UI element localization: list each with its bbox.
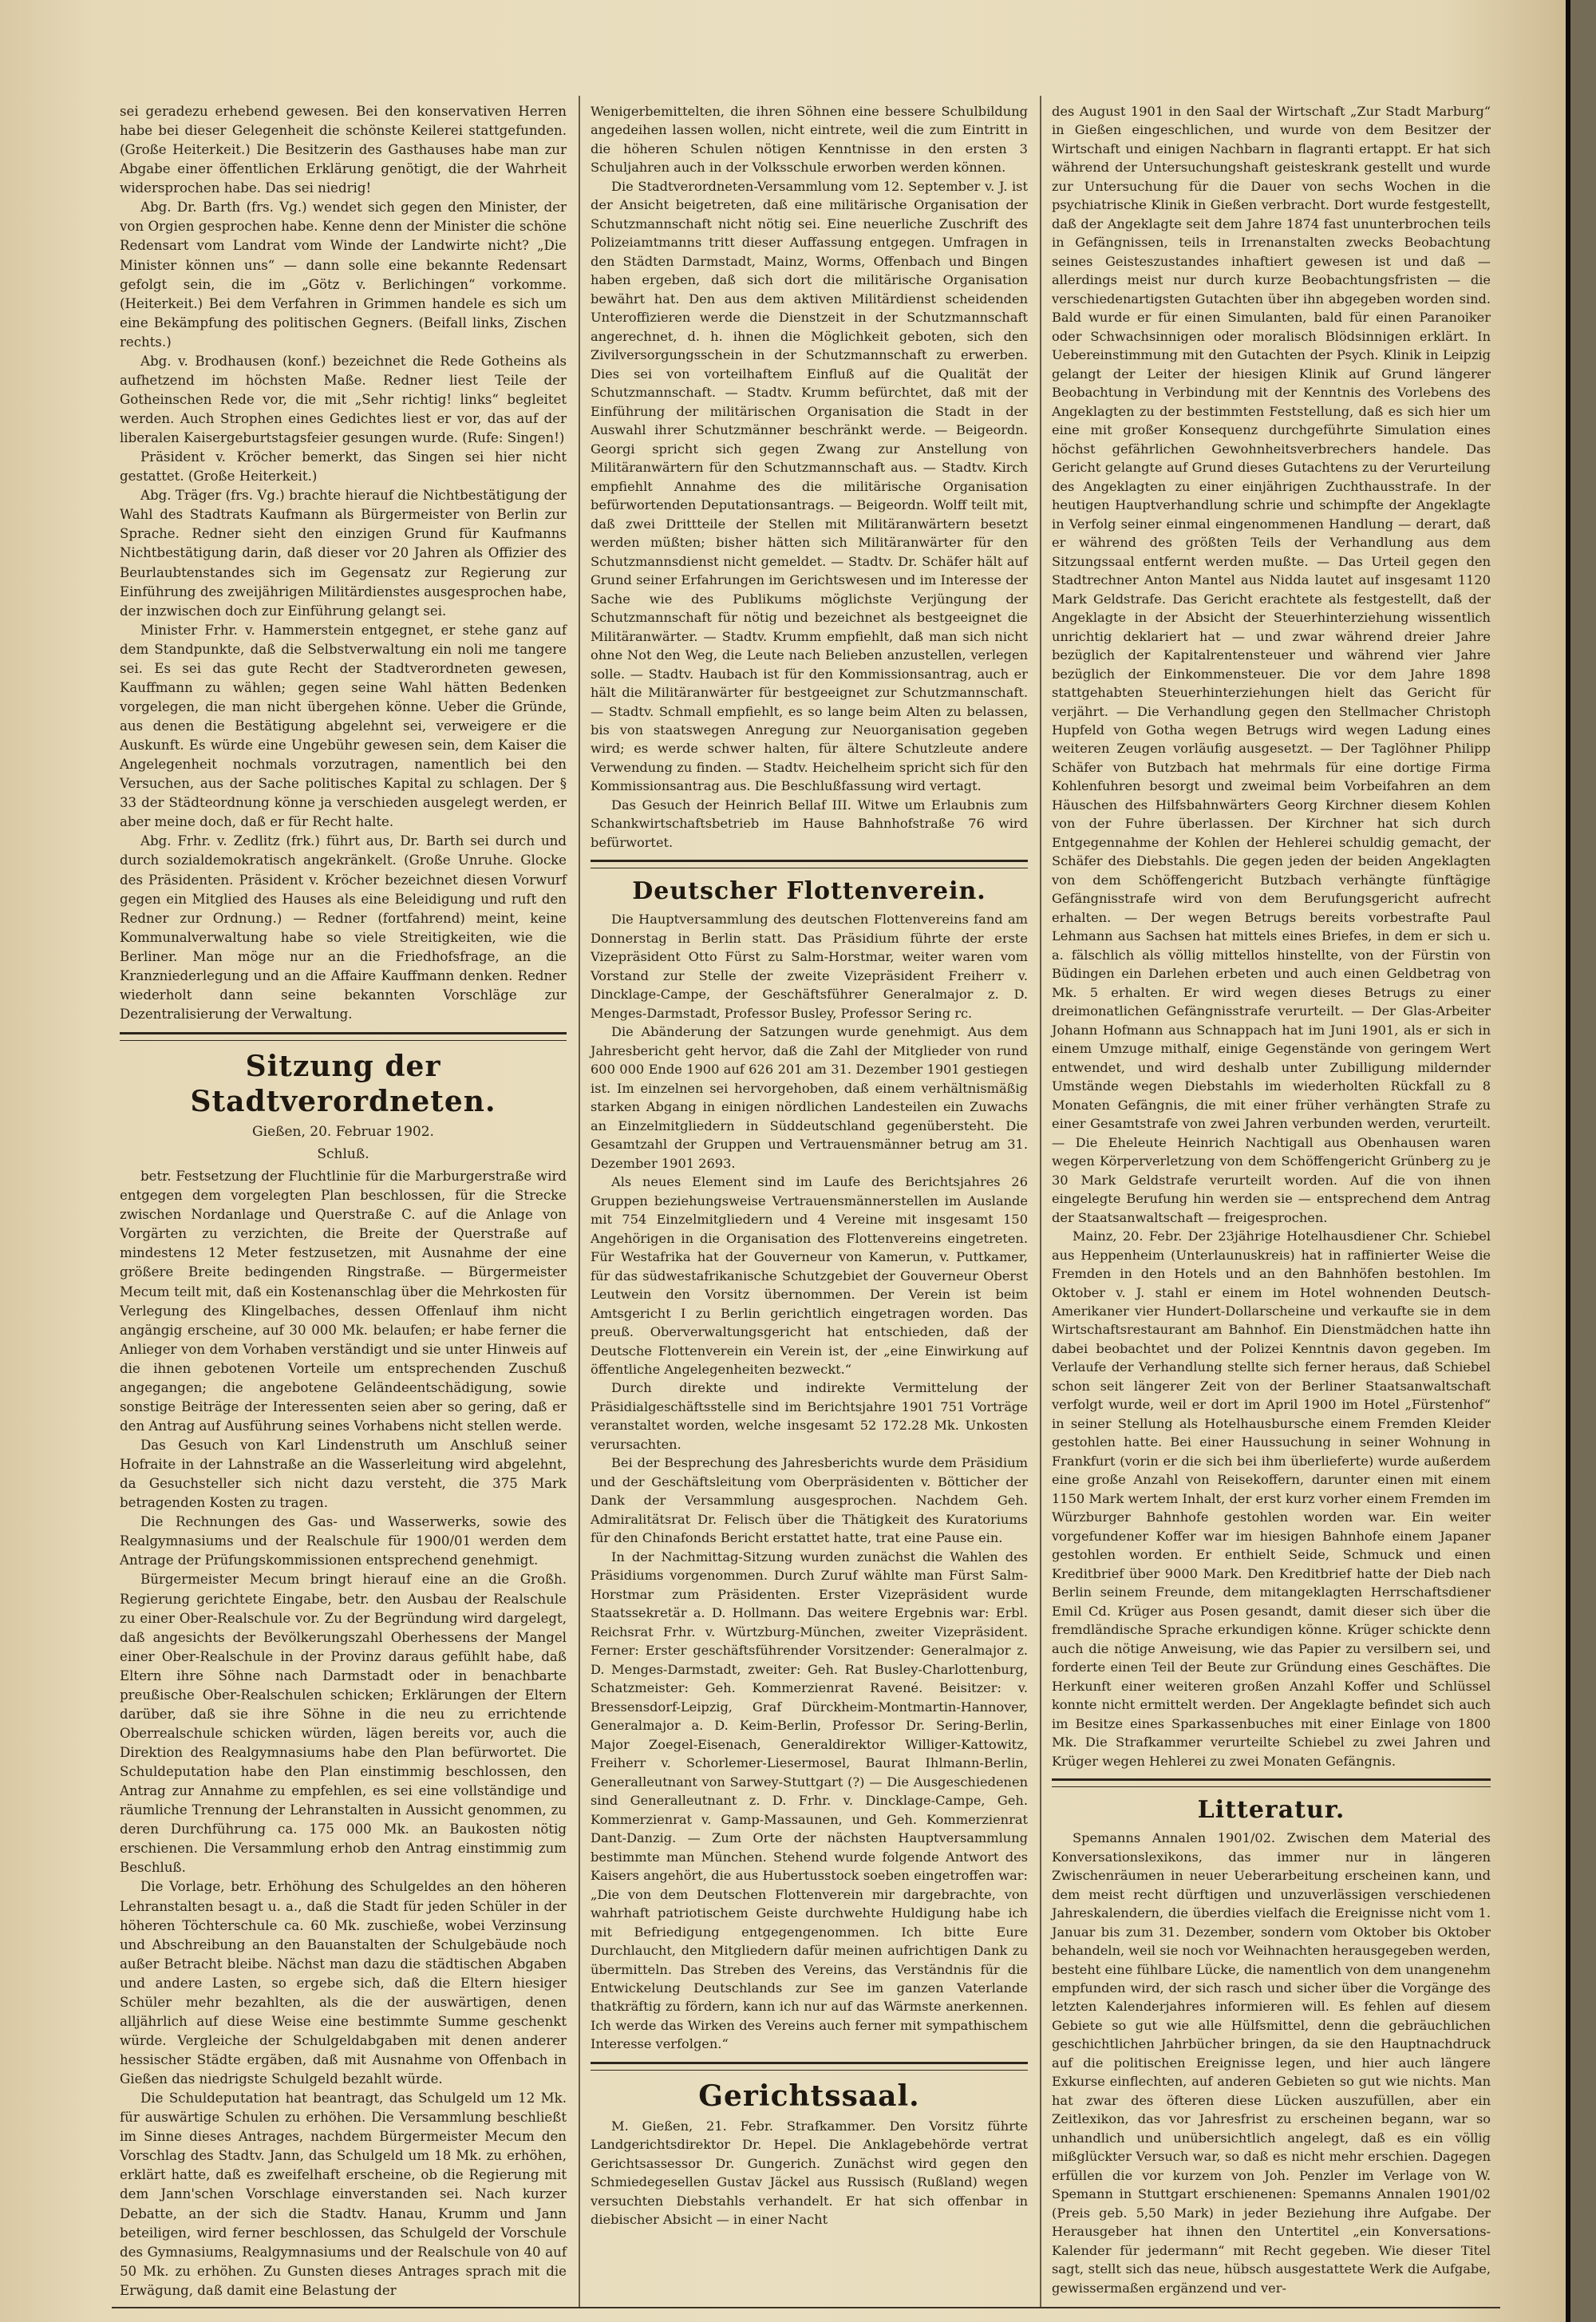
paragraph: Mainz, 20. Febr. Der 23jährige Hotelhausdiener Chr. Schiebel aus Heppenheim (Unterlaunuskreis) hat in raffinierter Weise die Fremden in den Hotels und an den Bahnhöfen bestohlen. Im Oktober v. J. stahl er einem im Hotel wohnenden Deutsch-Amerikaner vier Hundert-Dollarscheine und verkaufte sie in dem Wirtschaftsrestaurant am Bahnhof. Ein Dienstmädchen hatte ihn dabei beobachtet und der Polizei Kenntnis davon gegeben. Im Verlaufe der Verhandlung stellte sich ferner heraus, daß Schiebel schon seit längerer Zeit von der Berliner Staatsanwaltschaft verfolgt wurde, weil er dort im April 1900 im Hotel „Fürstenhof“ in seiner Stellung als Hotelhausbursche einem Fremden Kleider gestohlen hatte. Bei einer Haussuchung in seiner Wohnung in Frankfurt (vorin er die sich bei ihm überlieferte) wurde außerdem eine große Anzahl von Reisekoffern, darunter einen mit einem 1150 Mark wertem Inhalt, der erst kurz vorher einem Fremden im Würzburger Bahnhofe gestohlen worden war. Ein weiter vorgefundener Koffer war im hiesigen Bahnhofe einem Japaner gestohlen worden. Er enthielt Seide, Schmuck und einen Kreditbrief über 9000 Mark. Den Kreditbrief hatte der Dieb nach Berlin seinem Freunde, dem mitangeklagten Herrschaftsdiener Emil Cd. Krüger aus Posen gesandt, damit dieser sich über die fremdländische Sprache erkundigen könne. Krüger schickte denn auch die nötige Anweisung, wie das Papier zu versilbern sei, und forderte einen Teil der Beute zur Gründung eines Geschäftes. Die Herkunft einer weiteren großen Anzahl Koffer und Schlüssel konnte nicht ermittelt werden. Der Angeklagte befindet sich auch im Besitze eines Sparkassenbuches mit einer Einlage von 1800 Mk. Die Strafkammer verurteilte Schiebel zu zwei Jahren und Krüger wegen Hehlerei zu zwei Monaten Gefängnis. xyxy=(1052,1228,1491,1769)
paragraph: Die Abänderung der Satzungen wurde genehmigt. Aus dem Jahresbericht geht hervor, daß die Zahl der Mitglieder von rund 600 000 Ende 1900 auf 626 201 am 31. Dezember 1901 gestiegen ist. Im einzelnen sei hervorgehoben, daß einem verhältnismäßig starken Abgang in einigen nördlichen Landesteilen ein Zuwachs an Einzelmitgliedern in Süddeutschland gegenübersteht. Die Gesamtzahl der Gruppen und Vertrauensmänner betrug am 31. Dezember 1901 2693. xyxy=(591,1024,1028,1171)
paragraph: Abg. Frhr. v. Zedlitz (frk.) führt aus, Dr. Barth sei durch und durch sozialdemokratisch angekränkelt. (Große Unruhe. Glocke des Präsidenten. Präsident v. Kröcher bezeichnet diesen Vorwurf gegen ein Mitglied des Hauses als eine Beleidigung und ruft den Redner zur Ordnung.) — Redner (fortfahrend) meint, keine Kommunalverwaltung habe so viele Streitigkeiten, wie die Berliner. Man möge nur an die Friedhofsfrage, an die Kranzniederlegung und an die Affaire Kauffmann denken. Redner wiederholt dann seine bekannten Vorschläge zur Dezentralisierung der Verwaltung. xyxy=(120,833,567,1022)
adjacent-page-edge xyxy=(1570,0,1596,2322)
paragraph: Die Vorlage, betr. Erhöhung des Schulgeldes an den höheren Lehranstalten besagt u. a., daß die Stadt für jeden Schüler in der höheren Töchterschule ca. 60 Mk. zuschieße, wobei Verzinsung und Abschreibung an den Bauanstalten der Schulgebäude noch außer Betracht bleibe. Nächst man dazu die städtischen Abgaben und andere Lasten, so ergebe sich, daß die Eltern hiesiger Schüler mehr bezahlten, als die der auswärtigen, denen alljährlich auf diese Weise eine bestimmte Summe geschenkt würde. Vergleiche der Schulgeldabgaben mit denen anderer hessischer Städte ergäben, daß mit Ausnahme von Offenbach in Gießen das niedrigste Schulgeld bezahlt würde. xyxy=(120,1879,567,2087)
column-rule xyxy=(579,96,580,2307)
column-left xyxy=(120,102,567,2300)
paragraph: Die Stadtverordneten-Versammlung vom 12. September v. J. ist der Ansicht beigetreten, daß eine militärische Organisation der Schutzmannschaft nicht nötig sei. Eine neuerliche Zuschrift des Polizeiamtmanns tritt dieser Auffassung entgegen. Umfragen in den Städten Darmstadt, Mainz, Worms, Offenbach und Bingen haben ergeben, daß sich dort die militärische Organisation bewährt hat. Den aus dem aktiven Militärdienst scheidenden Unteroffizieren werde die Dienstzeit in der Schutzmannschaft angerechnet, d. h. ihnen die Möglichkeit geboten, sich den Zivilversorgungsschein in der Schutzmannschaft zu erwerben. Dies sei von vorteilhaftem Einfluß auf die Qualität der Schutzmannschaft. — Stadtv. Krumm befürchtet, daß mit der Einführung der militärischen Organisation die Stadt in der Auswahl ihrer Schutzmänner beschränkt werde. — Beigeordn. Georgi spricht sich gegen Zwang zur Anstellung von Militäranwärtern für den Schutzmannschaft aus. — Stadtv. Kirch empfiehlt Annahme des die militärische Organisation befürwortenden Deputationsantrags. — Beigeordn. Wolff teilt mit, daß zwei Drittteile der Stellen mit Militäranwärtern besetzt werden müßten; bisher hätten sich Militäranwärter für den Schutzmannsdienst nicht gemeldet. — Stadtv. Dr. Schäfer hält auf Grund seiner Erfahrungen im Gerichtswesen und im Interesse der Sache wie des Publikums möglichste Verjüngung der Schutzmannschaft für nötig und bezeichnet als bestgeeignet die Militäranwärter. — Stadtv. Krumm empfiehlt, daß man sich nicht ohne Not den Weg, die Leute nach Belieben anzustellen, verlegen solle. — Stadtv. Haubach ist für den Kommissionsantrag, auch er hält die Militäranwärter für bestgeeignet zur Schutzmannschaft. — Stadtv. Schmall empfiehlt, es so lange beim Alten zu belassen, bis von staatswegen Anregung zur Neuorganisation gegeben wird; es werde schwer halten, für ältere Schutzleute andere Verwendung zu finden. — Stadtv. Heichelheim spricht sich für den Kommissionsantrag aus. Die Beschlußfassung wird vertagt. xyxy=(591,178,1028,794)
paragraph: Bei der Besprechung des Jahresberichts wurde dem Präsidium und der Geschäftsleitung vom Oberpräsidenten v. Bötticher der Dank der Versammlung ausgesprochen. Nachdem Geh. Admiralitätsrat Dr. Felisch über die Thätigkeit des Kuratoriums für den Chinafonds Bericht erstattet hatte, trat eine Pause ein. xyxy=(591,1455,1028,1546)
paragraph: Spemanns Annalen 1901/02. Zwischen dem Material des Konversationslexikons, das immer nur in längeren Zwischenräumen in neuer Ueberarbeitung erscheinen kann, und dem meist recht dürftigen und unzuverlässigen verschiedenen Jahreskalendern, die überdies vielfach die Ereignisse nicht vom 1. Januar bis zum 31. Dezember, sondern vom Oktober bis Oktober behandeln, weil sie noch vor Weihnachten herausgegeben werden, besteht eine fühlbare Lücke, die namentlich von dem unangenehm empfunden wird, der sich rasch und sicher über die Vorgänge des letzten Kalenderjahres informieren will. Es fehlen auf diesem Gebiete so gut wie alle Hülfsmittel, denn die gebräuchlichen geschichtlichen Jahrbücher bringen, da sie den Hauptnachdruck auf die politischen Ereignisse legen, und hier auch längere Exkurse einflechten, auf anderen Gebieten so gut wie nichts. Man hat zwar des öfteren diese Lücken auszufüllen, aber ein Zeitlexikon, das vor Jahresfrist zu erscheinen begann, war so unhandlich und unübersichtlich angelegt, daß es ein völlig mißglückter Versuch war, so daß es nicht mehr erschien. Dagegen erfüllen die vor kurzem von Joh. Penzler im Verlage von W. Spemann in Stuttgart erschienenen: Spemanns Annalen 1901/02 (Preis geb. 5,50 Mark) in jeder Beziehung ihre Aufgabe. Der Herausgeber hat ihnen den Untertitel „ein Konversations-Kalender für jedermann“ mit Recht gegeben. Wie dieser Titel sagt, stellt sich das neue, hübsch ausgestattete Werk die Aufgabe, gewissermaßen ergänzend und ver- xyxy=(1052,1830,1491,2296)
paragraph: sei geradezu erhebend gewesen. Bei den konservativen Herren habe bei dieser Gelegenheit die schönste Keilerei stattgefunden. (Große Heiterkeit.) Die Besitzerin des Gasthauses habe man zur Abgabe einer öffentlichen Erklärung genötigt, die der Wahrheit widersprochen habe. Das sei niedrig! xyxy=(120,104,567,196)
column-rule xyxy=(1040,96,1041,2307)
paragraph: Durch direkte und indirekte Vermittelung der Präsidialgeschäftsstelle sind im Berichtsjahre 1901 751 Vorträge veranstaltet worden, welche insgesamt 52 172.28 Mk. Unkosten verursachten. xyxy=(591,1380,1028,1452)
subheading: Schluß. xyxy=(317,1146,369,1163)
section-heading-gerichtssaal: Gerichtssaal. xyxy=(698,2079,920,2113)
paragraph: Das Gesuch von Karl Lindenstruth um Anschluß seiner Hofraite in der Lahnstraße an die Wasserleitung wird abgelehnt, da Gesuchsteller sich nicht dazu versteht, die 375 Mark betragenden Kosten zu tragen. xyxy=(120,1438,567,1511)
paragraph: des August 1901 in den Saal der Wirtschaft „Zur Stadt Marburg“ in Gießen eingeschlichen, und wurde von dem Besitzer der Wirtschaft und einigen Nachbarn in flagranti ertappt. Er hat sich während der Untersuchungshaft geisteskrank gestellt und wurde zur Untersuchung für die Dauer von sechs Wochen in die psychiatrische Klinik in Gießen verbracht. Dort wurde festgestellt, daß der Angeklagte seit dem Jahre 1874 fast ununterbrochen teils in Gefängnissen, teils in Irrenanstalten zwecks Beobachtung seines Geisteszustandes inhaftiert gewesen ist und daß — allerdings meist nur durch kurze Beobachtungsfristen — die verschiedenartigsten Gutachten über ihn abgegeben worden sind. Bald wurde er für einen Simulanten, bald für einen Paranoiker oder Schwachsinnigen oder moralisch Blödsinnigen erklärt. In Uebereinstimmung mit den Gutachten der Psych. Klinik in Leipzig gelangt der Leiter der hiesigen Klinik auf Grund längerer Beobachtung in Verbindung mit der Kenntnis des Vorlebens des Angeklagten zu der bestimmten Feststellung, daß es sich hier um eine mit großer Konsequenz durchgeführte Simulation eines höchst gefährlichen Gewohnheitsverbrechers handele. Das Gericht gelangte auf Grund dieses Gutachtens zu der Verurteilung des Angeklagten zu einer einjährigen Zuchthausstrafe. In der heutigen Hauptverhandlung schrie und schimpfte der Angeklagte in Verfolg seiner einmal eingenommenen Handlung — derart, daß er während des größten Teils der Verhandlung aus dem Sitzungssaal entfernt werden mußte. — Das Urteil gegen den Stadtrechner Anton Mantel aus Nidda lautet auf insgesamt 1120 Mark Geldstrafe. Das Gericht erachtete als festgestellt, daß der Angeklagte in der Absicht der Steuerhinterziehung wissentlich unrichtig deklariert hat — und zwar während dreier Jahre bezüglich der Kapitalrentensteuer und während vier Jahre bezüglich der Einkommensteuer. Die vor dem Jahre 1898 stattgehabten Steuerhinterziehungen hielt das Gericht für verjährt. — Die Verhandlung gegen den Stellmacher Christoph Hupfeld von Gotha wegen Betrugs wird wegen Ladung eines weiteren Zeugen vorläufig ausgesetzt. — Der Taglöhner Philipp Schäfer von Butzbach hat mehrmals für eine dortige Firma Kohlenfuhren besorgt und zweimal beim Vorbeifahren an dem Häuschen des Hilfsbahnwärters Georg Kirchner diesem Kohlen von der Fuhre überlassen. Der Kirchner hat sich durch Entgegennahme der Kohlen der Hehlerei schuldig gemacht, der Schäfer des Diebstahls. Die gegen jeden der beiden Angeklagten von dem Schöffengericht Butzbach verhängte fünftägige Gefängnisstrafe wird von dem Berufungsgericht aufrecht erhalten. — Der wegen Betrugs bereits vorbestrafte Paul Lehmann aus Sachsen hat mittels eines Briefes, in dem er sich u. a. fälschlich als völlig mittellos hinstellte, von der Fürstin von Büdingen ein Darlehen erbeten und auch einen Geldbetrag von Mk. 5 erhalten. Er wird wegen dieses Betrugs zu einer dreimonatlichen Gefängnisstrafe verurteilt. — Der Glas-Arbeiter Johann Hofmann aus Schnappach hat im Juni 1901, als er sich in einem Umzuge mithalf, einige Gegenstände von geringem Wert entwendet, und wird deshalb unter Zubilligung mildernder Umstände wegen Diebstahls im wiederholten Rückfall zu 8 Monaten Gefängnis, die mit einer früher verhängten Strafe zu einer Gesamtstrafe von zwei Jahren verbunden werden, verurteilt. — Die Eheleute Heinrich Nachtigall aus Obenhausen waren wegen Körperverletzung von dem Schöffengericht Grünberg zu je 30 Mark Geldstrafe verurteilt worden. Auf die von ihnen eingelegte Berufung hin werden sie — entsprechend dem Antrag der Staatsanwaltschaft — freigesprochen. xyxy=(1052,104,1491,1225)
paragraph: Wenigerbemittelten, die ihren Söhnen eine bessere Schulbildung angedeihen lassen wollen, nicht eintrete, weil die zum Eintritt in die höheren Schulen nötigen Kenntnisse in den ersten 3 Schuljahren auch in der Volksschule erworben werden können. xyxy=(591,104,1028,176)
section-divider xyxy=(120,1032,567,1041)
section-divider xyxy=(591,2062,1028,2071)
column-middle xyxy=(591,102,1028,2229)
paragraph: Abg. v. Brodhausen (konf.) bezeichnet die Rede Gotheins als aufhetzend im höchsten Maße. Redner liest Teile der Gotheinschen Rede vor, die mit „Sehr richtig! links“ begleitet werden. Auch Strophen eines Gedichtes liest er vor, das auf der liberalen Kaisergeburtstagsfeier gesungen wurde. (Rufe: Singen!) xyxy=(120,353,567,446)
paragraph: In der Nachmittag-Sitzung wurden zunächst die Wahlen des Präsidiums vorgenommen. Durch Zuruf wählte man Fürst Salm-Horstmar zum Präsidenten. Erster Vizepräsident wurde Staatssekretär a. D. Hollmann. Das weitere Ergebnis war: Erbl. Reichsrat Frhr. v. Würtzburg-München, zweiter Vizepräsident. Ferner: Erster geschäftsführender Vorsitzender: Generalmajor z. D. Menges-Darmstadt, zweiter: Geh. Rat Busley-Charlottenburg, Schatzmeister: Geh. Kommerzienrat Ravené. Beisitzer: v. Bressensdorf-Leipzig, Graf Dürckheim-Montmartin-Hannover, Generalmajor a. D. Keim-Berlin, Professor Dr. Sering-Berlin, Major Zoegel-Eisenach, Generaldirektor Williger-Kattowitz, Freiherr v. Schorlemer-Liesermosel, Baurat Ihlmann-Berlin, Generalleutnant von Sarwey-Stuttgart (?) — Die Ausgeschiedenen sind Generalleutnant z. D. Frhr. v. Dincklage-Campe, Geh. Kommerzienrat v. Gamp-Massaunen, und Geh. Kommerzienrat Dant-Danzig. — Zum Orte der nächsten Hauptversammlung bestimmte man München. Stehend wurde folgende Antwort des Kaisers angehört, die aus Hubertusstock soeben eingetroffen war: „Die von dem Deutschen Flottenverein mir dargebrachte, von wahrhaft patriotischem Geiste durchwehte Huldigung habe ich mit Befriedigung entgegengenommen. Ich bitte Eure Durchlaucht, den Mitgliedern dafür meinen aufrichtigen Dank zu übermitteln. Das Streben des Vereins, das Verständnis für die Entwickelung Deutschlands zur See im ganzen Vaterlande thatkräftig zu fördern, kann ich nur auf das Wärmste anerkennen. Ich werde das Wirken des Vereins auch ferner mit sympathischem Interesse verfolgen.“ xyxy=(591,1549,1028,2052)
paragraph: Die Hauptversammlung des deutschen Flottenvereins fand am Donnerstag in Berlin statt. Das Präsidium führte der erste Vizepräsident Otto Fürst zu Salm-Horstmar, weiter waren vom Vorstand zur Stelle der zweite Vizepräsident Freiherr v. Dincklage-Campe, der Geschäftsführer Generalmajor z. D. Menges-Darmstadt, Professor Busley, Professor Sering rc. xyxy=(591,912,1028,1021)
paragraph: Als neues Element sind im Laufe des Berichtsjahres 26 Gruppen beziehungsweise Vertrauensmännerstellen im Auslande mit 754 Einzelmitgliedern und 4 Vereine mit insgesamt 150 Angehörigen in die Organisation des Flottenvereins eingetreten. Für Westafrika hat der Gouverneur von Kamerun, v. Puttkamer, für das südwestafrikanische Schutzgebiet der Gouverneur Oberst Leutwein den Vorsitz übernommen. Der Verein ist beim Amtsgericht I zu Berlin gerichtlich eingetragen worden. Das preuß. Oberverwaltungsgericht hat entschieden, daß der Deutsche Flottenverein ein Verein ist, der „eine Einwirkung auf öffentliche Angelegenheiten bezweckt.“ xyxy=(591,1174,1028,1377)
paragraph: Abg. Träger (frs. Vg.) brachte hierauf die Nichtbestätigung der Wahl des Stadtrats Kaufmann als Bürgermeister von Berlin zur Sprache. Redner sieht den einzigen Grund für Kaufmanns Nichtbestätigung darin, daß dieser vor 20 Jahren als Offizier des Beurlaubtenstandes sich im Gegensatz zur Regierung zur Einführung des zweijährigen Militärdienstes ausgesprochen habe, der inzwischen doch zur Einführung gelangt sei. xyxy=(120,488,567,619)
paragraph: Die Rechnungen des Gas- und Wasserwerks, sowie des Realgymnasiums und der Realschule für 1900/01 werden dem Antrage der Prüfungskommissionen entsprechend genehmigt. xyxy=(120,1514,567,1568)
column-right xyxy=(1052,102,1491,2297)
paragraph: Bürgermeister Mecum bringt hierauf eine an die Großh. Regierung gerichtete Eingabe, betr. den Ausbau der Realschule zu einer Ober-Realschule vor. Zu der Begründung wird dargelegt, daß angesichts der Bevölkerungszahl Oberhessens der Mangel einer Ober-Realschule in der Provinz daraus gefühlt habe, daß Eltern ihre Söhne nach Darmstadt oder in benachbarte preußische Ober-Realschulen schicken; Erklärungen der Eltern darüber, daß sie ihre Söhne in die neu zu errichtende Oberrealschule schicken würden, lägen bereits vor, auch die Direktion des Realgymnasiums habe den Plan befürwortet. Die Schuldeputation habe den Plan einstimmig beschlossen, den Antrag zur Annahme zu empfehlen, es sei eine vollständige und räumliche Trennung der Lehranstalten in Aussicht genommen, zu deren Durchführung ca. 175 000 Mk. an Baukosten nötig erschienen. Die Versammlung erhob den Antrag einstimmig zum Beschluß. xyxy=(120,1572,567,1876)
section-heading-litteratur: Litteratur. xyxy=(1197,1796,1345,1825)
section-heading-stadtverordneten: Sitzung der Stadtverordneten. xyxy=(190,1050,496,1118)
section-heading-flottenverein: Deutscher Flottenverein. xyxy=(632,877,986,906)
bottom-border xyxy=(112,2307,1500,2308)
section-divider xyxy=(1052,1778,1491,1787)
paragraph: M. Gießen, 21. Febr. Strafkammer. Den Vorsitz führte Landgerichtsdirektor Dr. Hepel. Die Anklagebehörde vertrat Gerichtsassessor Dr. Gungerich. Zunächst wird gegen den Schmiedegesellen Gustav Jäckel aus Russisch (Rußland) wegen versuchten Diebstahls verhandelt. Er hat sich offenbar in diebischer Absicht — in einer Nacht xyxy=(591,2118,1028,2228)
paragraph: betr. Festsetzung der Fluchtlinie für die Marburgerstraße wird entgegen dem vorgelegten Plan beschlossen, für die Strecke zwischen Nordanlage und Querstraße C. auf die Anlage von Vorgärten zu verzichten, die Breite der Querstraße auf mindestens 12 Meter festzusetzen, mit Ausnahme der eine größere Breite bedingenden Ringstraße. — Bürgermeister Mecum teilt mit, daß ein Kostenanschlag über die Mehrkosten für Verlegung des Klingelbaches, dessen Offenlauf ihm nicht angängig erscheine, auf 30 000 Mk. belaufen; er habe ferner die Anlieger von dem Vorhaben verständigt und sie unter Hinweis auf die ihnen gebotenen Vorteile um entsprechenden Zuschuß angegangen; die angebotene Geländeentschädigung, sowie sonstige Beiträge der Interessenten seien aber so gering, daß er den Antrag auf Ausführung seines Vorhabens nicht stellen werde. xyxy=(120,1169,567,1434)
paragraph: Das Gesuch der Heinrich Bellaf III. Witwe um Erlaubnis zum Schankwirtschaftsbetrieb im Hause Bahnhofstraße 76 wird befürwortet. xyxy=(591,797,1028,850)
dateline: Gießen, 20. Februar 1902. xyxy=(252,1124,434,1140)
paragraph: Abg. Dr. Barth (frs. Vg.) wendet sich gegen den Minister, der von Orgien gesprochen habe. Kenne denn der Minister die schöne Redensart vom Landrat vom Winde der Landwirte nicht? „Die Minister können uns“ — dann solle eine bekannte Redensart gefolgt sein, die im „Götz v. Berlichingen“ vorkomme. (Heiterkeit.) Bei dem Verfahren in Grimmen handele es sich um eine Bekämpfung des politischen Gegners. (Beifall links, Zischen rechts.) xyxy=(120,200,567,350)
paragraph: Die Schuldeputation hat beantragt, das Schulgeld um 12 Mk. für auswärtige Schulen zu erhöhen. Die Versammlung beschließt im Sinne dieses Antrages, nachdem Bürgermeister Mecum den Vorschlag des Stadtv. Jann, das Schulgeld um 18 Mk. zu erhöhen, erklärt hatte, daß es zweifelhaft erscheine, ob die Regierung mit dem Jann'schen Vorschlage einverstanden sei. Nach kurzer Debatte, an der sich die Stadtv. Hanau, Krumm und Jann beteiligen, wird ferner beschlossen, das Schulgeld der Vorschule des Gymnasiums, Realgymnasiums und der Realschule von 40 auf 50 Mk. zu erhöhen. Zu Gunsten dieses Antrages sprach mit die Erwägung, daß damit eine Belastung der xyxy=(120,2091,567,2298)
paragraph: Minister Frhr. v. Hammerstein entgegnet, er stehe ganz auf dem Standpunkte, daß die Selbstverwaltung ein noli me tangere sei. Es sei das gute Recht der Stadtverordneten gewesen, Kauffmann zu wählen; gegen seine Wahl hätten Bedenken vorgelegen, die man nicht übergehen könne. Ueber die Gründe, aus denen die Bestätigung abgelehnt sei, verweigere er die Auskunft. Es würde eine Ungebühr gewesen sein, dem Kaiser die Angelegenheit nochmals vorzutragen, namentlich bei den Versuchen, aus der Sache politisches Kapital zu schlagen. Der § 33 der Städteordnung könne ja verschieden ausgelegt werden, er aber meine doch, daß er für Recht halte. xyxy=(120,622,567,830)
section-divider xyxy=(591,860,1028,868)
paragraph: Präsident v. Kröcher bemerkt, das Singen sei hier nicht gestattet. (Große Heiterkeit.) xyxy=(120,449,567,485)
